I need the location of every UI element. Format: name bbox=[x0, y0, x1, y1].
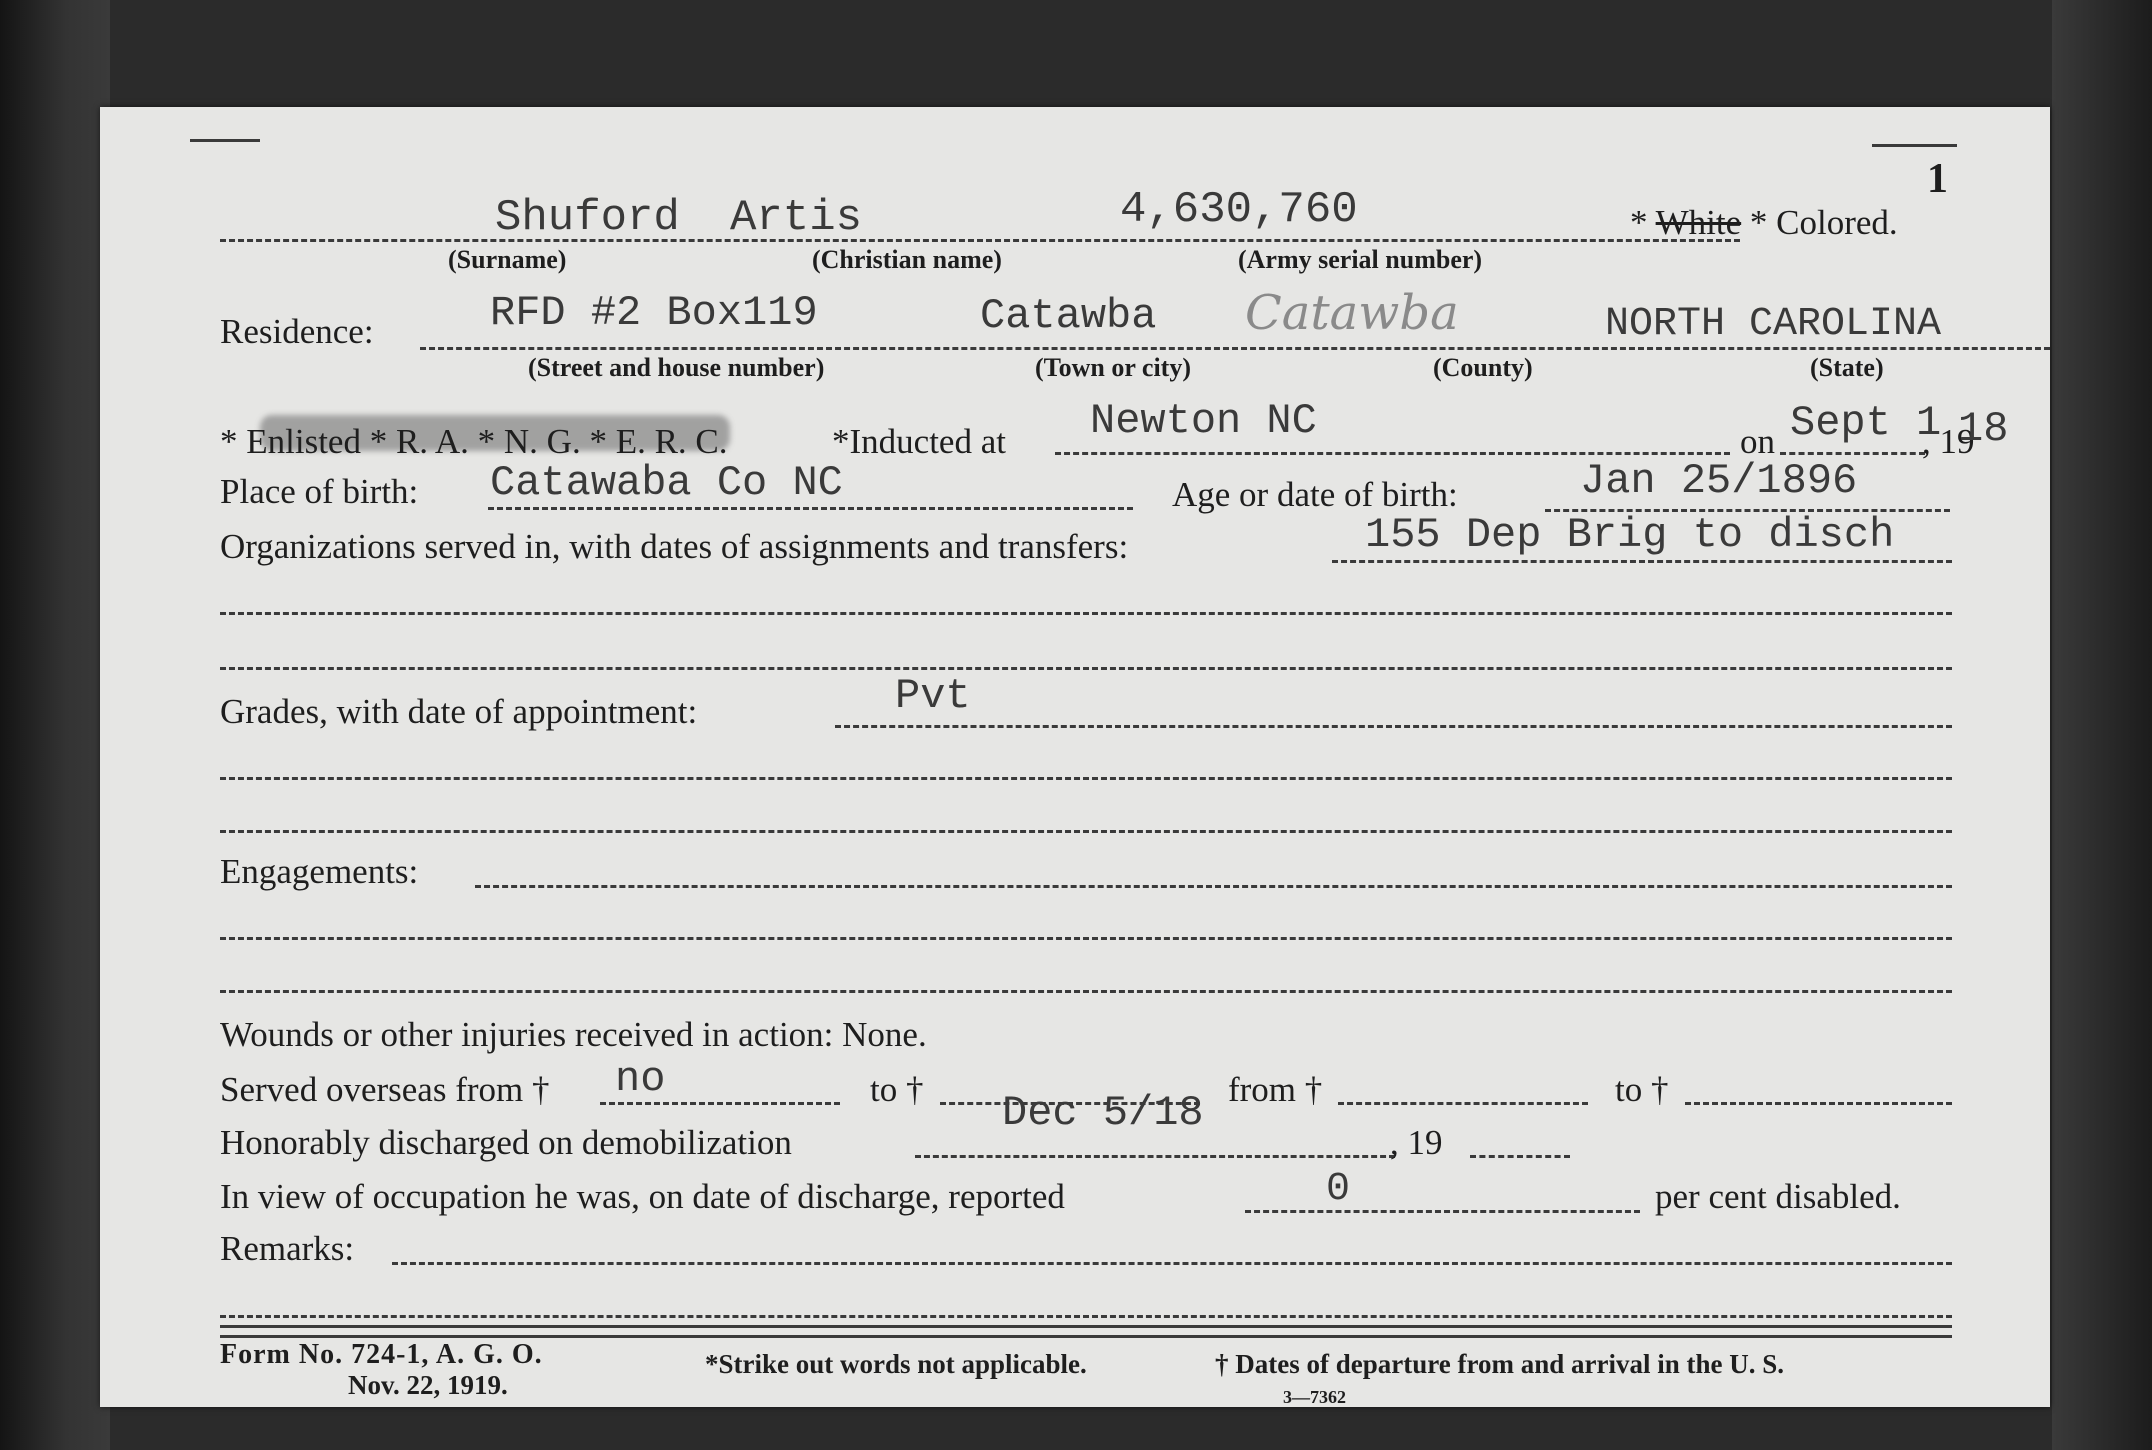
race-white-struck: White bbox=[1655, 203, 1742, 242]
scan-border-left bbox=[0, 0, 110, 1450]
grade-value: Pvt bbox=[895, 672, 971, 720]
engagements-line bbox=[475, 885, 1952, 888]
inducted-year-prefix: , 19 bbox=[1922, 422, 1975, 461]
residence-label: Residence: bbox=[220, 312, 374, 351]
race-field bbox=[1630, 203, 1898, 243]
discharge-date-value: Dec 5/18 bbox=[1002, 1089, 1204, 1137]
footer-rule-1 bbox=[220, 1325, 1952, 1328]
organizations-line bbox=[1332, 560, 1952, 563]
grades-line-2 bbox=[220, 777, 1952, 780]
remarks-line-2 bbox=[220, 1315, 1952, 1318]
print-code: 3—7362 bbox=[1283, 1387, 1346, 1407]
footer-rule-2 bbox=[220, 1335, 1952, 1338]
strike-out-note: *Strike out words not applicable. bbox=[705, 1349, 1087, 1379]
residence-line bbox=[420, 347, 2050, 350]
inducted-date-value: Sept 1 bbox=[1790, 399, 1942, 447]
date-of-birth-value: Jan 25/1896 bbox=[1580, 457, 1858, 505]
overseas-to2-line bbox=[1685, 1102, 1952, 1105]
service-record-card bbox=[100, 107, 2050, 1407]
serial-number-caption: (Army serial number) bbox=[1238, 245, 1483, 274]
grades-line-3 bbox=[220, 830, 1952, 833]
name-line bbox=[220, 239, 1740, 242]
residence-state-value: NORTH CAROLINA bbox=[1605, 302, 1942, 347]
overseas-to2-label: to † bbox=[1615, 1070, 1669, 1109]
wounds-text: Wounds or other injuries received in action: None. bbox=[220, 1015, 927, 1054]
discharged-year-prefix: , 19 bbox=[1390, 1123, 1443, 1162]
residence-town-value: Catawba bbox=[980, 292, 1157, 340]
served-overseas-label: Served overseas from † bbox=[220, 1070, 550, 1109]
overseas-from-value: no bbox=[615, 1055, 666, 1103]
race-colored: Colored. bbox=[1776, 203, 1898, 242]
overseas-to-label: to † bbox=[870, 1070, 924, 1109]
on-label: on bbox=[1740, 422, 1775, 461]
form-date: Nov. 22, 1919. bbox=[348, 1370, 508, 1400]
disabled-percent-line bbox=[1245, 1210, 1640, 1213]
discharged-label: Honorably discharged on demobilization bbox=[220, 1123, 792, 1162]
engagements-line-3 bbox=[220, 990, 1952, 993]
top-left-rule bbox=[190, 139, 260, 142]
enlistment-options: * Enlisted * R. A. * N. G. * E. R. C. bbox=[220, 422, 728, 461]
inducted-at-label: *Inducted at bbox=[832, 422, 1006, 461]
form-number: Form No. 724-1, A. G. O. bbox=[220, 1339, 543, 1370]
serial-number-value: 4,630,760 bbox=[1120, 185, 1358, 235]
christian-name-caption: (Christian name) bbox=[812, 245, 1002, 274]
surname-value: Shuford bbox=[495, 193, 680, 243]
per-cent-disabled-label: per cent disabled. bbox=[1655, 1177, 1901, 1216]
card-number: 1 bbox=[1927, 156, 1948, 202]
remarks-label: Remarks: bbox=[220, 1229, 355, 1268]
race-asterisk-2: * bbox=[1749, 203, 1768, 242]
grades-line bbox=[835, 725, 1952, 728]
dates-note: † Dates of departure from and arrival in the U. S. bbox=[1215, 1349, 1784, 1379]
scan-border-right bbox=[2052, 0, 2152, 1450]
town-caption: (Town or city) bbox=[1035, 353, 1191, 382]
inducted-place-line bbox=[1055, 452, 1730, 455]
inducted-date-line bbox=[1780, 452, 1925, 455]
residence-county-handwritten: Catawba bbox=[1245, 285, 1459, 341]
street-caption: (Street and house number) bbox=[528, 353, 825, 382]
organizations-line-2 bbox=[220, 612, 1952, 615]
organizations-value: 155 Dep Brig to disch bbox=[1365, 511, 1895, 559]
engagements-label: Engagements: bbox=[220, 852, 419, 891]
occupation-label: In view of occupation he was, on date of discharge, reported bbox=[220, 1177, 1065, 1216]
place-of-birth-line bbox=[488, 507, 1133, 510]
top-right-rule bbox=[1872, 144, 1957, 147]
discharged-line bbox=[915, 1155, 1395, 1158]
organizations-label: Organizations served in, with dates of assignments and transfers: bbox=[220, 527, 1129, 566]
disabled-percent-value: 0 bbox=[1326, 1167, 1351, 1212]
place-of-birth-value: Catawaba Co NC bbox=[490, 459, 843, 507]
grades-label: Grades, with date of appointment: bbox=[220, 692, 698, 731]
inducted-place-value: Newton NC bbox=[1090, 397, 1317, 445]
overseas-from2-line bbox=[1338, 1102, 1588, 1105]
inducted-year-value: 18 bbox=[1958, 405, 2009, 453]
age-dob-label: Age or date of birth: bbox=[1172, 475, 1458, 514]
remarks-line bbox=[392, 1262, 1952, 1265]
organizations-line-3 bbox=[220, 667, 1952, 670]
engagements-line-2 bbox=[220, 937, 1952, 940]
discharged-year-line bbox=[1470, 1155, 1570, 1158]
state-caption: (State) bbox=[1810, 353, 1884, 382]
place-of-birth-label: Place of birth: bbox=[220, 472, 419, 511]
overseas-from2-label: from † bbox=[1228, 1070, 1323, 1109]
county-caption: (County) bbox=[1433, 353, 1533, 382]
surname-caption: (Surname) bbox=[448, 245, 567, 274]
residence-street-value: RFD #2 Box119 bbox=[490, 289, 818, 337]
race-asterisk-1: * bbox=[1630, 203, 1648, 242]
christian-name-value: Artis bbox=[730, 193, 863, 243]
